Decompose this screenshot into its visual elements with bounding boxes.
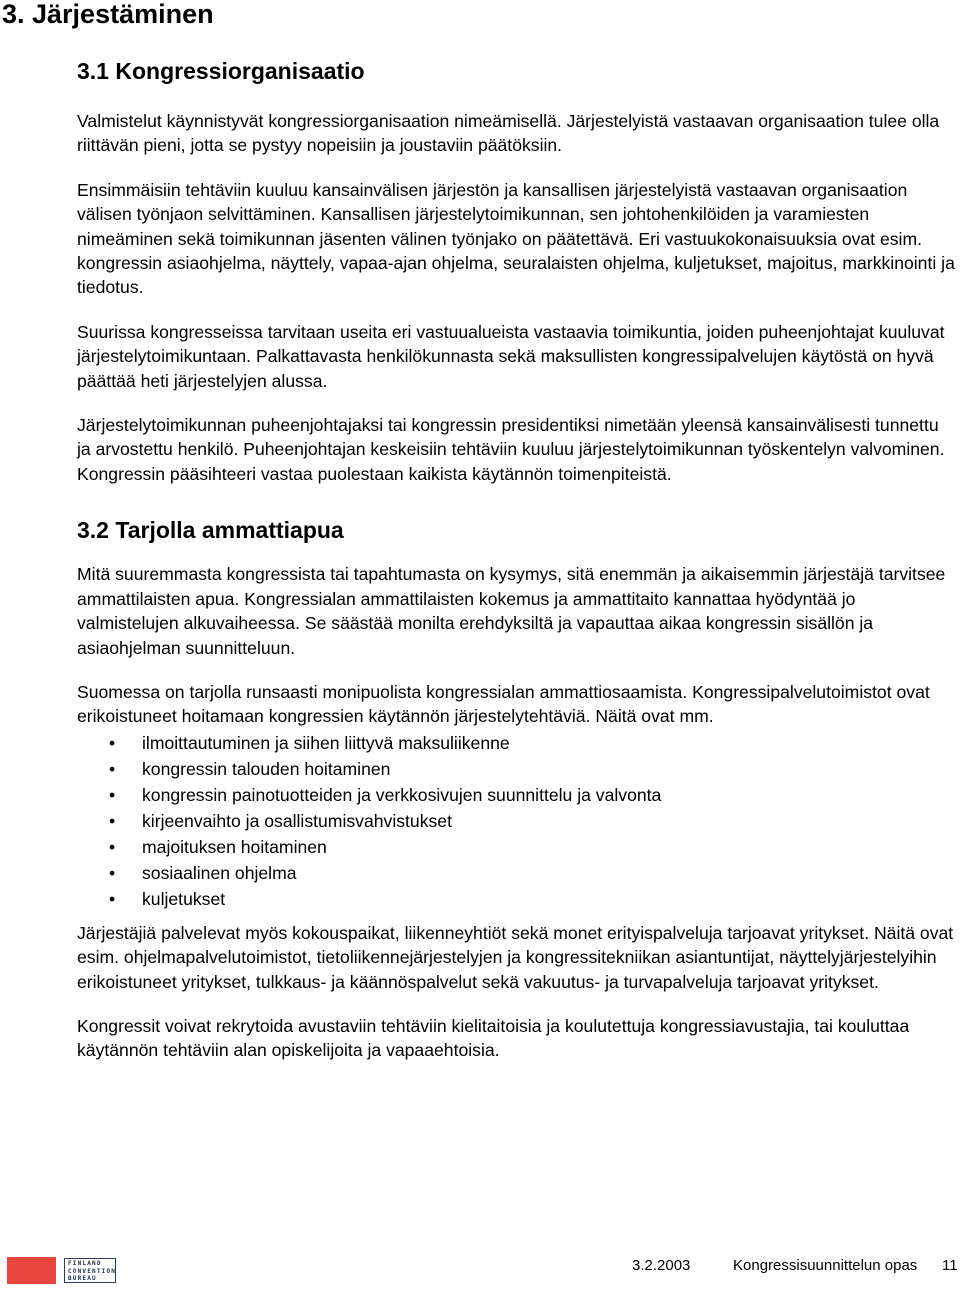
logo-line: CONVENTION [68,1267,117,1275]
list-item-text: kongressin painotuotteiden ja verkkosivujen suunnittelu ja valvonta [142,784,662,805]
list-item [77,834,957,860]
bullet-icon: • [109,810,116,831]
list-item-text: kirjeenvaihto ja osallistumisvahvistukset [142,810,452,831]
list-item [77,782,957,808]
footer-date: 3.2.2003 [632,1257,691,1274]
bullet-icon: • [109,836,116,857]
list-item [77,808,957,834]
list-item-text: majoituksen hoitaminen [142,836,327,857]
services-list [77,730,957,912]
list-item-text: sosiaalinen ohjelma [142,862,297,883]
section-title-professional-help: 3.2 Tarjolla ammattiapua [77,517,344,544]
logo-red-square [7,1257,56,1284]
bullet-icon: • [109,888,116,909]
logo-line: FINLAND [68,1260,102,1267]
logo-wordmark [64,1258,116,1283]
document-body [77,57,957,1083]
bullet-icon: • [109,732,116,753]
logo-line: BUREAU [68,1275,97,1282]
list-item [77,756,957,782]
page-number: 11 [942,1257,958,1274]
list-item [77,730,957,756]
paragraph: Suomessa on tarjolla runsaasti monipuolista kongressialan ammattiosaamista. Kongressipalvelutoimistot ovat erikoistuneet hoitamaan kongressien käytännön järjestelytehtäviä. Näitä ovat mm. [77,681,930,727]
paragraph: Valmistelut käynnistyvät kongressiorganisaation nimeämisellä. Järjestelyistä vastaavan organisaation tulee olla riittävän pieni, jotta se pystyy nopeisiin ja joustaviin päätöksiin. [77,111,940,156]
list-item-text: ilmoittautuminen ja siihen liittyvä maksuliikenne [142,732,510,753]
list-item [77,886,957,912]
paragraph: Ensimmäisiin tehtäviin kuuluu kansainvälisen järjestön ja kansallisen järjestelyistä vastaavan organisaation välisen työnjaon selvittäminen. Kansallisen järjestelytoimikunnan, sen johtohenkilöiden ja varamiesten nimeäminen sekä toimikunnan jäsenten välinen työnjako on päätettävä. Eri vastuukokonaisuuksia ovat esim. kongressin asiaohjelma, näyttely, vapaa-ajan ohjelma, seuralaisten ohjelma, kuljetukset, majoitus, markkinointi ja tiedotus. [77,179,955,298]
section-title-organisation: 3.1 Kongressiorganisaatio [77,58,365,84]
paragraph: Järjestelytoimikunnan puheenjohtajaksi tai kongressin presidentiksi nimetään yleensä kansainvälisesti tunnettu ja arvostettu henkilö. Puheenjohtajan keskeisiin tehtäviin kuuluu järjestelytoimikunnan työskentelyn valvominen. Kongressin pääsihteeri vastaa puolestaan kaikista käytännön toimenpiteistä. [77,415,945,484]
bullet-icon: • [109,784,116,805]
list-item [77,860,957,886]
bullet-icon: • [109,758,116,779]
paragraph: Suurissa kongresseissa tarvitaan useita eri vastuualueista vastaavia toimikuntia, joiden puheenjohtajat kuuluvat järjestelytoimikuntaan. Palkattavasta henkilökunnasta sekä maksullisten kongressipalvelujen käytöstä on hyvä päättää heti järjestelyjen alussa. [77,321,945,391]
paragraph: Kongressit voivat rekrytoida avustaviin tehtäviin kielitaitoisia ja koulutettuja kongressiavustajia, tai kouluttaa käytännön tehtäviin alan opiskelijoita ja vapaaehtoisia. [77,1015,910,1061]
paragraph: Järjestäjiä palvelevat myös kokouspaikat, liikenneyhtiöt sekä monet erityispalveluja tarjoavat yritykset. Näitä ovat esim. ohjelmapalvelutoimistot, tietoliikennejärjestelyjen ja kongressitekniikan asiantuntijat, näyttelyjärjestelyihin erikoistuneet yritykset, tulkkaus- ja käännöspalvelut sekä vakuutus- ja turvapalveluja tarjoavat yritykset. [77,922,954,992]
chapter-title: 3. Järjestäminen [2,0,214,29]
bullet-icon: • [109,862,116,883]
list-item-text: kongressin talouden hoitaminen [142,758,391,779]
list-item-text: kuljetukset [142,888,226,909]
paragraph: Mitä suuremmasta kongressista tai tapahtumasta on kysymys, sitä enemmän ja aikaisemmin järjestäjä tarvitsee ammattilaisten apua. Kongressialan ammattilaisten kokemus ja ammattitaito kannattaa hyödyntää jo valmistelujen alkuvaiheessa. Se säästää monilta erehdyksiltä ja vapauttaa aikaa kongressin sisällön ja asiaohjelman suunnitteluun. [77,564,946,658]
finland-convention-bureau-logo [7,1257,116,1284]
footer-document-title: Kongressisuunnittelun opas [733,1257,918,1274]
